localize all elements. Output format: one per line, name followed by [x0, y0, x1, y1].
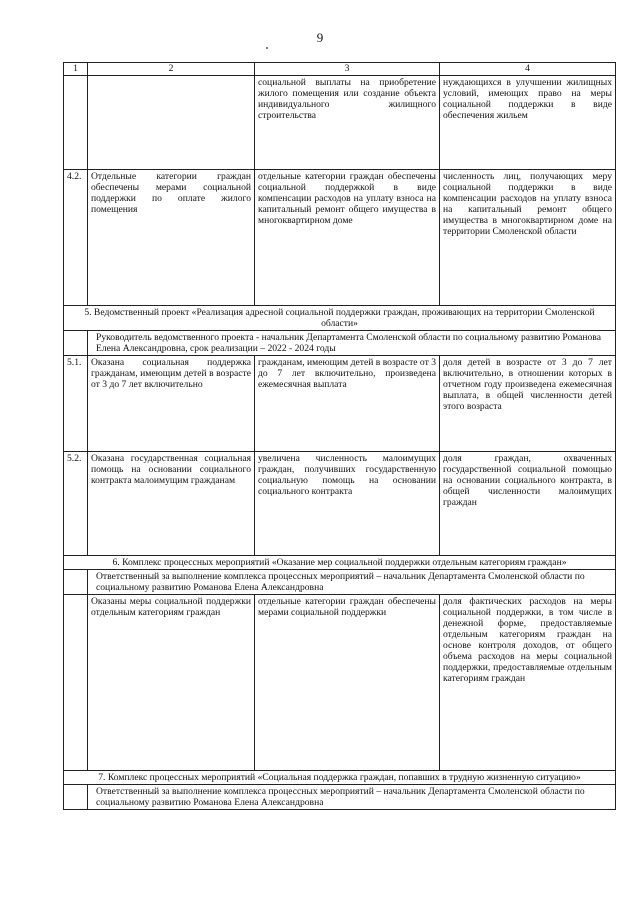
task-cell: Оказана социальная поддержка гражданам, имеющим детей в возрасте от 3 до 7 лет включительно: [88, 356, 255, 452]
indicator-cell: нуждающихся в улучшении жилищных условий, имеющих право на меры социальной поддержки в виде обеспечения жильем: [440, 76, 616, 170]
result-cell: гражданам, имеющим детей в возрасте от 3 до 7 лет включительно, произведена ежемесячная выплата: [255, 356, 440, 452]
table-row: [64, 595, 616, 771]
row-number: 5.2.: [64, 452, 88, 556]
program-structure-table: [63, 62, 616, 810]
task-cell: Оказаны меры социальной поддержки отдельным категориям граждан: [88, 595, 255, 771]
empty-cell: [64, 785, 88, 810]
row-number: [64, 76, 88, 170]
indicator-cell: доля граждан, охваченных государственной социальной помощью на основании социального контракта, в общей численности малоимущих граждан: [440, 452, 616, 556]
section-5-responsible: Руководитель ведомственного проекта - начальник Департамента Смоленской области по социальному развитию Романова Елена Александровна, срок реализации – 2022 - 2024 годы: [88, 331, 616, 356]
table-row: [64, 356, 616, 452]
row-number: 5.1.: [64, 356, 88, 452]
result-cell: отдельные категории граждан обеспечены мерами социальной поддержки: [255, 595, 440, 771]
table-row: [64, 452, 616, 556]
indicator-cell: доля фактических расходов на меры социальной поддержки, в том числе в денежной форме, предоставляемые отдельным категориям граждан на основе контроля доходов, от общего объема расходов на меры социальной поддержки, предоставляемые отдельным категориям граждан: [440, 595, 616, 771]
result-cell: социальной выплаты на приобретение жилого помещения или создание объекта индивидуального жилищного строительства: [255, 76, 440, 170]
table-row: [64, 76, 616, 170]
result-cell: отдельные категории граждан обеспечены социальной поддержкой в виде компенсации расходов на уплату взноса на капитальный ремонт общего имущества в многоквартирном доме: [255, 170, 440, 306]
result-cell: увеличена численность малоимущих граждан, получивших государственную социальную помощь на основании социального контракта: [255, 452, 440, 556]
task-cell: [88, 76, 255, 170]
section-title-row: [64, 556, 616, 570]
table-header-row: [64, 63, 616, 76]
responsible-row: [64, 331, 616, 356]
indicator-cell: численность лиц, получающих меру социальной поддержки в виде компенсации расходов на уплату взноса на капитальный ремонт общего имущества в многоквартирном доме на территории Смоленской области: [440, 170, 616, 306]
scan-speck: [266, 47, 268, 49]
indicator-cell: доля детей в возрасте от 3 до 7 лет включительно, в отношении которых в отчетном году произведена ежемесячная выплата, в общей численности детей этого возраста: [440, 356, 616, 452]
column-number-4: 4: [440, 63, 616, 76]
page-number: 9: [316, 30, 324, 45]
responsible-row: [64, 785, 616, 810]
column-number-3: 3: [255, 63, 440, 76]
section-6-title: 6. Комплекс процессных мероприятий «Оказание мер социальной поддержки отдельным категориям граждан»: [64, 556, 616, 570]
row-number: [64, 595, 88, 771]
empty-cell: [64, 331, 88, 356]
task-cell: Оказана государственная социальная помощь на основании социального контракта малоимущим гражданам: [88, 452, 255, 556]
column-number-2: 2: [88, 63, 255, 76]
table-row: [64, 170, 616, 306]
section-title-row: [64, 771, 616, 785]
section-5-title: 5. Ведомственный проект «Реализация адресной социальной поддержки граждан, проживающих на территории Смоленской области»: [64, 306, 616, 331]
row-number: 4.2.: [64, 170, 88, 306]
responsible-row: [64, 570, 616, 595]
section-6-responsible: Ответственный за выполнение комплекса процессных мероприятий – начальник Департамента Смоленской области по социальному развитию Романова Елена Александровна: [88, 570, 616, 595]
column-number-1: 1: [64, 63, 88, 76]
task-cell: Отдельные категории граждан обеспечены мерами социальной поддержки по оплате жилого помещения: [88, 170, 255, 306]
empty-cell: [64, 570, 88, 595]
section-7-responsible: Ответственный за выполнение комплекса процессных мероприятий – начальник Департамента Смоленской области по социальному развитию Романова Елена Александровна: [88, 785, 616, 810]
section-title-row: [64, 306, 616, 331]
section-7-title: 7. Комплекс процессных мероприятий «Социальная поддержка граждан, попавших в трудную жизненную ситуацию»: [64, 771, 616, 785]
